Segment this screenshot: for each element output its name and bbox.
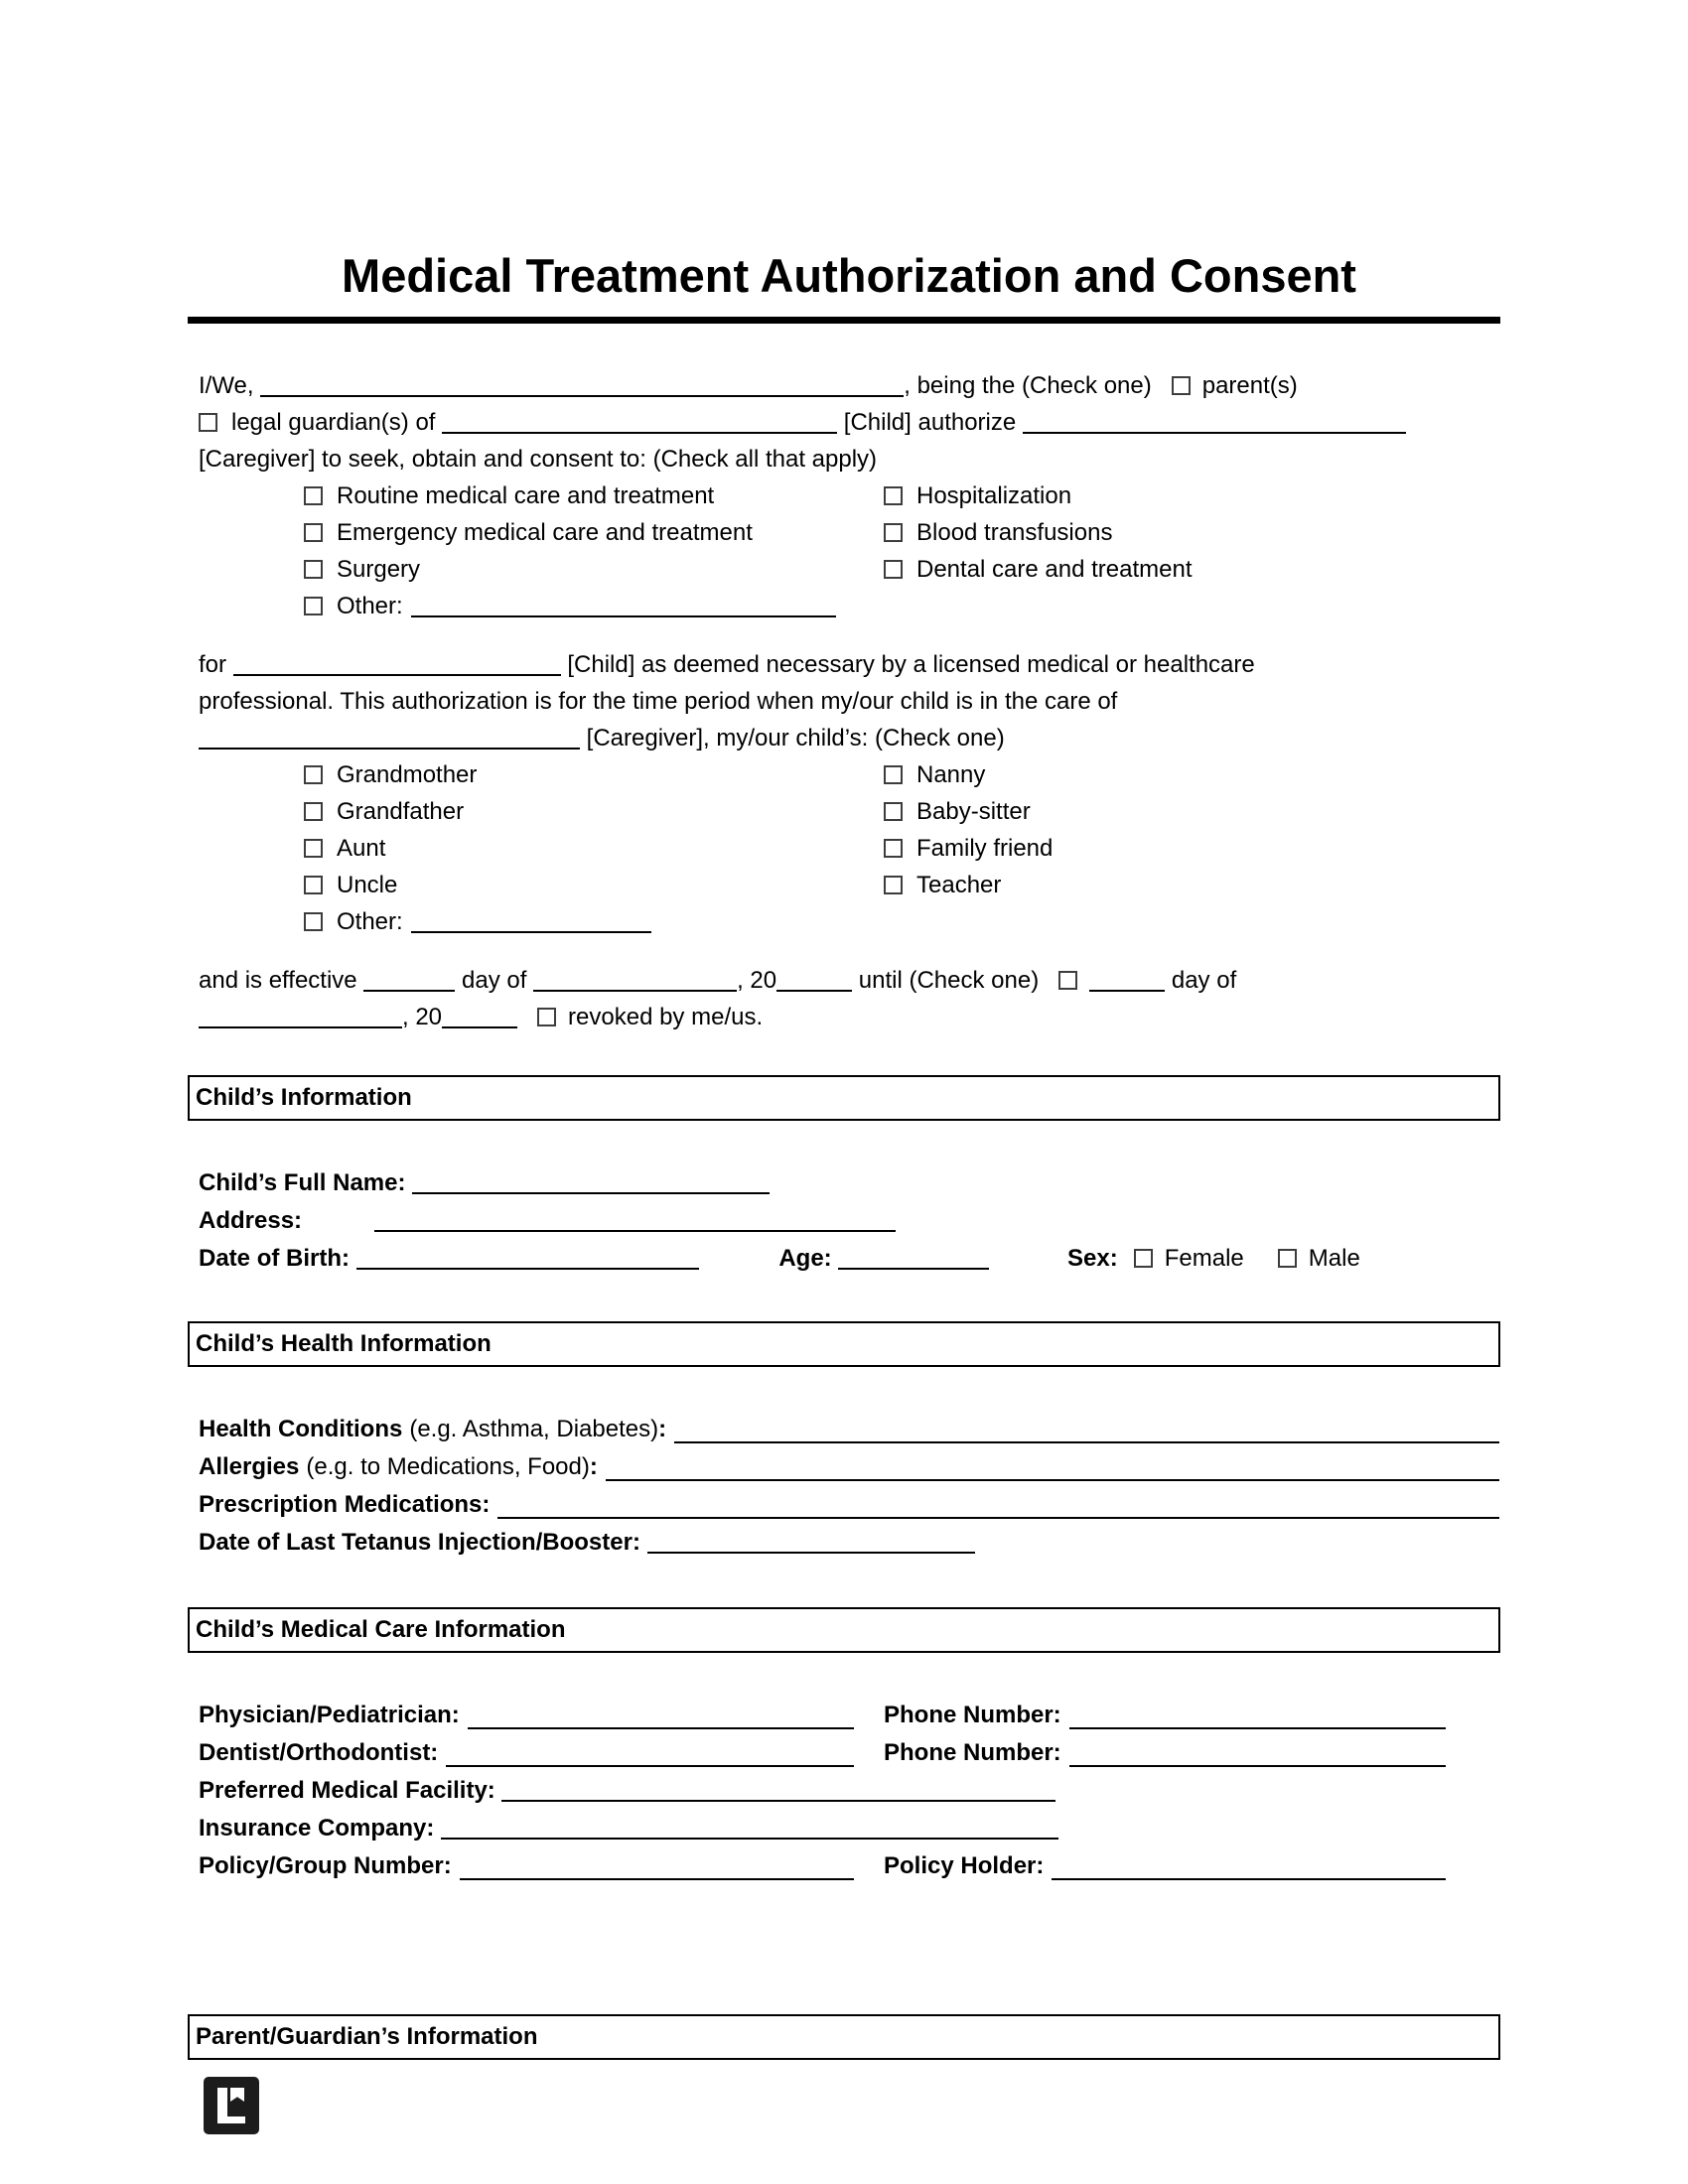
consent-other-label: Other: <box>337 593 403 619</box>
relationship-other-checkbox[interactable] <box>304 912 323 931</box>
address-label: Address: <box>199 1207 303 1234</box>
dentist-cell <box>199 1734 884 1772</box>
consent-option <box>884 478 1071 514</box>
teacher-checkbox[interactable] <box>884 876 903 894</box>
policy-number-blank[interactable] <box>460 1878 854 1880</box>
routine-care-checkbox[interactable] <box>304 486 323 505</box>
relationship-option <box>884 867 1001 903</box>
intro-iwe-text: I/We, <box>199 372 254 399</box>
nanny-checkbox[interactable] <box>884 765 903 784</box>
health-info-fields <box>199 1411 1499 1562</box>
allergies-blank[interactable] <box>606 1479 1499 1481</box>
nanny-label: Nanny <box>916 761 986 788</box>
effective-until-text: until (Check one) <box>858 967 1040 994</box>
blood-transfusions-label: Blood transfusions <box>916 519 1113 546</box>
address-blank[interactable] <box>374 1218 896 1232</box>
surgery-checkbox[interactable] <box>304 560 323 579</box>
effective-line-2 <box>199 999 1499 1035</box>
phone2-cell <box>884 1734 1499 1772</box>
blood-transfusions-checkbox[interactable] <box>884 523 903 542</box>
family-friend-checkbox[interactable] <box>884 839 903 858</box>
age-blank[interactable] <box>838 1256 989 1270</box>
consent-row-2 <box>304 514 1499 551</box>
grandmother-checkbox[interactable] <box>304 765 323 784</box>
legal-templates-logo-icon <box>204 2077 259 2134</box>
effective-year-blank[interactable] <box>776 978 852 992</box>
policy-holder-cell <box>884 1847 1499 1885</box>
allergies-colon: : <box>589 1453 598 1480</box>
section-title: Child’s Health Information <box>196 1330 492 1357</box>
grandmother-label: Grandmother <box>337 761 478 788</box>
medications-blank[interactable] <box>497 1517 1499 1519</box>
relationship-option <box>884 756 985 793</box>
section-title: Child’s Information <box>196 1084 412 1111</box>
child-authorize-text: [Child] authorize <box>843 409 1017 436</box>
effective-dayof1-text: day of <box>462 967 527 994</box>
age-label: Age: <box>778 1245 832 1272</box>
surgery-label: Surgery <box>337 556 421 583</box>
teacher-label: Teacher <box>916 872 1002 898</box>
full-name-blank[interactable] <box>412 1180 770 1194</box>
uncle-label: Uncle <box>337 872 398 898</box>
until-date-checkbox[interactable] <box>1058 971 1077 990</box>
consent-row-3 <box>304 551 1499 588</box>
effective-line-1 <box>199 962 1499 999</box>
dental-care-checkbox[interactable] <box>884 560 903 579</box>
facility-row <box>199 1772 1499 1810</box>
dentist-blank[interactable] <box>446 1765 854 1767</box>
relationship-row-4 <box>304 867 1499 903</box>
physician-label: Physician/Pediatrician: <box>199 1702 460 1728</box>
caregiver-name-blank[interactable] <box>1023 420 1406 434</box>
policy-number-label: Policy/Group Number: <box>199 1852 452 1879</box>
phone2-blank[interactable] <box>1069 1765 1446 1767</box>
medications-label: Prescription Medications: <box>199 1491 491 1518</box>
dob-label: Date of Birth: <box>199 1245 350 1272</box>
consent-option <box>304 588 884 624</box>
family-friend-label: Family friend <box>916 835 1054 862</box>
female-label: Female <box>1164 1245 1244 1272</box>
facility-blank[interactable] <box>501 1788 1055 1802</box>
care-for-text: for <box>199 651 227 678</box>
relationship-row-1 <box>304 756 1499 793</box>
babysitter-label: Baby-sitter <box>916 798 1031 825</box>
child-info-fields <box>199 1164 1499 1278</box>
guardian-of-child-blank[interactable] <box>442 420 837 434</box>
medications-row <box>199 1486 1499 1524</box>
relationship-option <box>304 903 884 940</box>
until-day-blank[interactable] <box>1089 978 1165 992</box>
effective-dayof2-text: day of <box>1171 967 1237 994</box>
consent-row-1 <box>304 478 1499 514</box>
allergies-hint: (e.g. to Medications, Food) <box>306 1453 590 1480</box>
relationship-option <box>304 830 884 867</box>
parents-name-blank[interactable] <box>260 383 904 397</box>
policy-row <box>199 1847 1499 1885</box>
intro-line-3 <box>199 441 1499 478</box>
relationship-option <box>304 867 884 903</box>
care-line-3 <box>199 720 1499 756</box>
insurance-blank[interactable] <box>441 1826 1058 1840</box>
hospitalization-checkbox[interactable] <box>884 486 903 505</box>
phone2-label: Phone Number: <box>884 1739 1061 1766</box>
relationship-row-5 <box>304 903 1499 940</box>
intro-paragraph <box>199 367 1499 624</box>
relationship-option <box>304 756 884 793</box>
care-line2-text: professional. This authorization is for the time period when my/our child is in the care of <box>199 688 1118 715</box>
effective-month-blank[interactable] <box>533 978 737 992</box>
section-header-parent-info <box>188 2014 1500 2060</box>
consent-option <box>884 514 1112 551</box>
section-header-medical-care <box>188 1607 1500 1653</box>
routine-care-label: Routine medical care and treatment <box>337 482 715 509</box>
allergies-label: Allergies <box>199 1453 300 1480</box>
male-label: Male <box>1308 1245 1360 1272</box>
legal-templates-logo <box>204 2077 259 2134</box>
health-conditions-row <box>199 1411 1499 1448</box>
effective-revoked-text: revoked by me/us. <box>568 1004 764 1030</box>
legal-guardians-label: legal guardian(s) of <box>231 409 436 436</box>
grandfather-label: Grandfather <box>337 798 465 825</box>
intro-line-1 <box>199 367 1499 404</box>
health-conditions-colon: : <box>658 1416 667 1442</box>
effective-year2-text: , 20 <box>402 1004 443 1030</box>
intro-line-2 <box>199 404 1499 441</box>
page-title: Medical Treatment Authorization and Consent <box>342 249 1356 302</box>
emergency-care-label: Emergency medical care and treatment <box>337 519 753 546</box>
parents-label: parent(s) <box>1201 372 1298 399</box>
care-paragraph <box>199 646 1499 940</box>
medical-care-fields <box>199 1697 1499 1885</box>
relationship-row-3 <box>304 830 1499 867</box>
aunt-checkbox[interactable] <box>304 839 323 858</box>
until-revoked-checkbox[interactable] <box>537 1008 556 1026</box>
effective-day-blank[interactable] <box>363 978 455 992</box>
sex-label: Sex: <box>1067 1245 1118 1272</box>
relationship-other-blank[interactable] <box>411 919 651 933</box>
uncle-checkbox[interactable] <box>304 876 323 894</box>
parents-checkbox[interactable] <box>1172 376 1191 395</box>
policy-holder-label: Policy Holder: <box>884 1852 1045 1879</box>
tetanus-label: Date of Last Tetanus Injection/Booster: <box>199 1529 640 1556</box>
phone1-blank[interactable] <box>1069 1727 1446 1729</box>
until-year-blank[interactable] <box>442 1015 517 1028</box>
facility-label: Preferred Medical Facility: <box>199 1777 495 1804</box>
physician-blank[interactable] <box>468 1727 854 1729</box>
section-header-health-info <box>188 1321 1500 1367</box>
effective-year1-text: , 20 <box>737 967 777 994</box>
legal-guardians-checkbox[interactable] <box>199 413 217 432</box>
babysitter-checkbox[interactable] <box>884 802 903 821</box>
consent-option <box>304 514 884 551</box>
section-header-child-info <box>188 1075 1500 1121</box>
relationship-option <box>304 793 884 830</box>
effective-paragraph <box>199 962 1499 1035</box>
female-checkbox[interactable] <box>1134 1249 1153 1268</box>
consent-other-checkbox[interactable] <box>304 597 323 615</box>
grandfather-checkbox[interactable] <box>304 802 323 821</box>
dentist-row <box>199 1734 1499 1772</box>
caregiver-consent-text: [Caregiver] to seek, obtain and consent to: (Check all that apply) <box>199 446 878 473</box>
health-conditions-blank[interactable] <box>674 1441 1499 1443</box>
policy-number-cell <box>199 1847 884 1885</box>
tetanus-row <box>199 1524 1499 1562</box>
policy-holder-blank[interactable] <box>1052 1878 1446 1880</box>
full-name-row <box>199 1164 1499 1202</box>
section-title: Parent/Guardian’s Information <box>196 2023 538 2050</box>
care-line1-text: [Child] as deemed necessary by a licensed medical or healthcare <box>567 651 1255 678</box>
relationship-option <box>884 793 1031 830</box>
title-rule <box>188 317 1500 324</box>
insurance-label: Insurance Company: <box>199 1815 435 1842</box>
dentist-label: Dentist/Orthodontist: <box>199 1739 439 1766</box>
relationship-option <box>884 830 1053 867</box>
relationship-other-label: Other: <box>337 908 403 935</box>
care-line3-text: [Caregiver], my/our child’s: (Check one) <box>586 725 1005 751</box>
allergies-row <box>199 1448 1499 1486</box>
tetanus-blank[interactable] <box>647 1540 975 1554</box>
dob-row <box>199 1240 1499 1278</box>
male-checkbox[interactable] <box>1278 1249 1297 1268</box>
health-conditions-hint: (e.g. Asthma, Diabetes) <box>409 1416 659 1442</box>
consent-option <box>884 551 1193 588</box>
phone1-cell <box>884 1697 1499 1734</box>
dental-care-label: Dental care and treatment <box>916 556 1193 583</box>
emergency-care-checkbox[interactable] <box>304 523 323 542</box>
consent-option <box>304 478 884 514</box>
effective-lead-text: and is effective <box>199 967 357 994</box>
caregiver-name-blank-2[interactable] <box>199 736 580 750</box>
consent-other-blank[interactable] <box>411 604 836 617</box>
child-name-blank[interactable] <box>233 662 561 676</box>
consent-option <box>304 551 884 588</box>
hospitalization-label: Hospitalization <box>916 482 1072 509</box>
address-row <box>199 1202 1499 1240</box>
aunt-label: Aunt <box>337 835 386 862</box>
relationship-row-2 <box>304 793 1499 830</box>
care-line-2 <box>199 683 1499 720</box>
physician-row <box>199 1697 1499 1734</box>
section-title: Child’s Medical Care Information <box>196 1616 566 1643</box>
insurance-row <box>199 1810 1499 1847</box>
full-name-label: Child’s Full Name: <box>199 1169 406 1196</box>
intro-being-text: , being the (Check one) <box>904 372 1152 399</box>
care-line-1 <box>199 646 1499 683</box>
physician-cell <box>199 1697 884 1734</box>
phone1-label: Phone Number: <box>884 1702 1061 1728</box>
health-conditions-label: Health Conditions <box>199 1416 403 1442</box>
dob-blank[interactable] <box>356 1256 699 1270</box>
until-month-blank[interactable] <box>199 1015 402 1028</box>
consent-row-4 <box>304 588 1499 624</box>
